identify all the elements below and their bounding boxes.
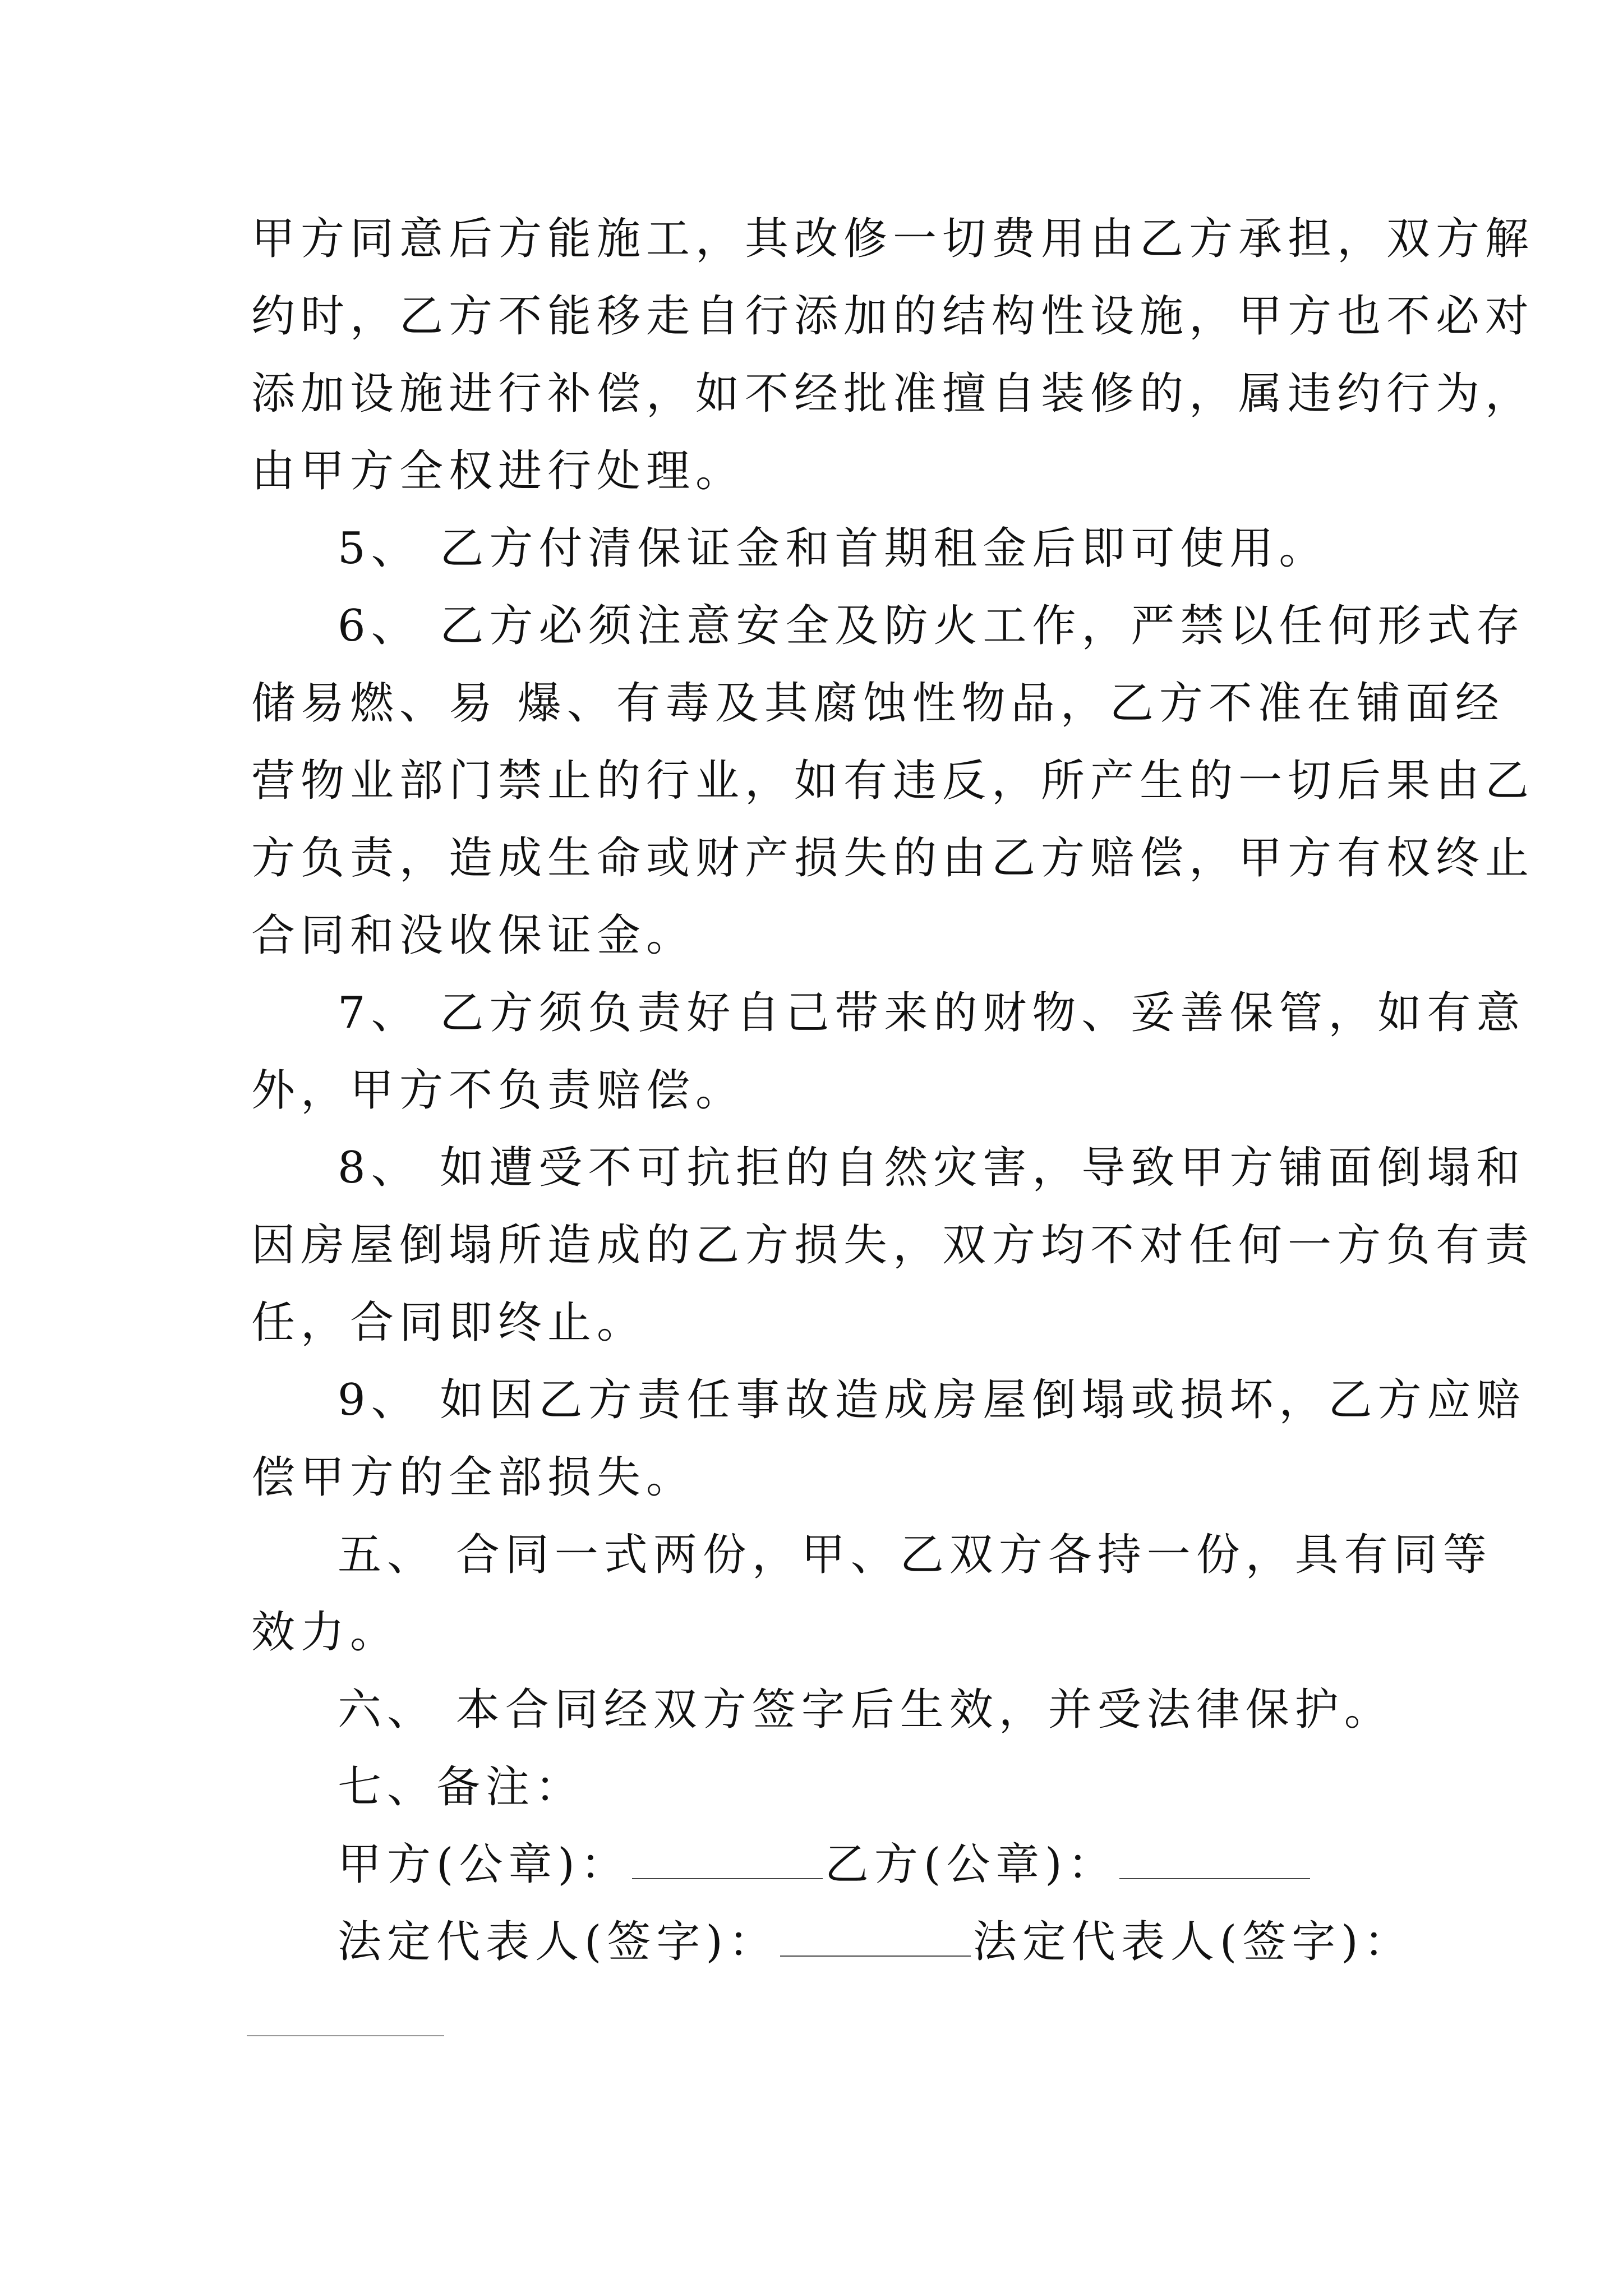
section-five: 五、 合同一式两份，甲、乙双方各持一份，具有同等 (338, 1530, 1492, 1580)
footnote-divider (247, 2035, 444, 2036)
clause-7: 7、 乙方须负责好自己带来的财物、妥善保管，如有意 (338, 988, 1526, 1038)
paragraph-line: 储易燃、易 爆、有毒及其腐蚀性物品，乙方不准在铺面经 (251, 678, 1505, 729)
paragraph-line: 合同和没收保证金。 (251, 910, 696, 961)
section-six: 六、 本合同经双方签字后生效，并受法律保护。 (338, 1685, 1394, 1735)
paragraph-line: 营物业部门禁止的行业，如有违反，所产生的一切后果由乙 (251, 756, 1535, 806)
paragraph-line: 偿甲方的全部损失。 (251, 1452, 696, 1503)
clause-8: 8、 如遭受不可抗拒的自然灾害，导致甲方铺面倒塌和 (338, 1143, 1526, 1193)
rep-a-sign-label: 法定代表人(签字)： (338, 1917, 778, 1967)
paragraph-line: 任，合同即终止。 (251, 1297, 647, 1348)
party-a-seal-label: 甲方(公章)： (338, 1839, 630, 1890)
paragraph-line: 因房屋倒塌所造成的乙方损失，双方均不对任何一方负有责 (251, 1220, 1535, 1271)
party-b-seal-blank (1119, 1844, 1310, 1879)
clause-6: 6、 乙方必须注意安全及防火工作，严禁以任何形式存 (338, 601, 1526, 651)
paragraph-line: 方负责，造成生命或财产损失的由乙方赔偿，甲方有权终止 (251, 833, 1535, 884)
party-b-seal-label: 乙方(公章)： (824, 1839, 1117, 1890)
clause-5: 5、 乙方付清保证金和首期租金后即可使用。 (338, 523, 1329, 574)
legal-rep-row (338, 1914, 1413, 1970)
paragraph-line: 由甲方全权进行处理。 (251, 446, 745, 496)
party-seal-row (338, 1837, 1312, 1893)
paragraph-line: 外，甲方不负责赔偿。 (251, 1065, 745, 1116)
clause-9: 9、 如因乙方责任事故造成房屋倒塌或损坏，乙方应赔 (338, 1375, 1526, 1425)
paragraph-line: 约时，乙方不能移走自行添加的结构性设施，甲方也不必对 (251, 291, 1535, 342)
paragraph-line: 甲方同意后方能施工，其改修一切费用由乙方承担，双方解 (251, 214, 1535, 264)
paragraph-line: 效力。 (251, 1607, 400, 1658)
rep-b-sign-label: 法定代表人(签字)： (972, 1917, 1413, 1967)
paragraph-line: 添加设施进行补偿，如不经批准擅自装修的，属违约行为， (251, 369, 1535, 419)
party-a-seal-blank (632, 1844, 823, 1879)
rep-a-sign-blank (780, 1922, 971, 1957)
section-seven-remarks: 七、备注： (338, 1762, 585, 1812)
